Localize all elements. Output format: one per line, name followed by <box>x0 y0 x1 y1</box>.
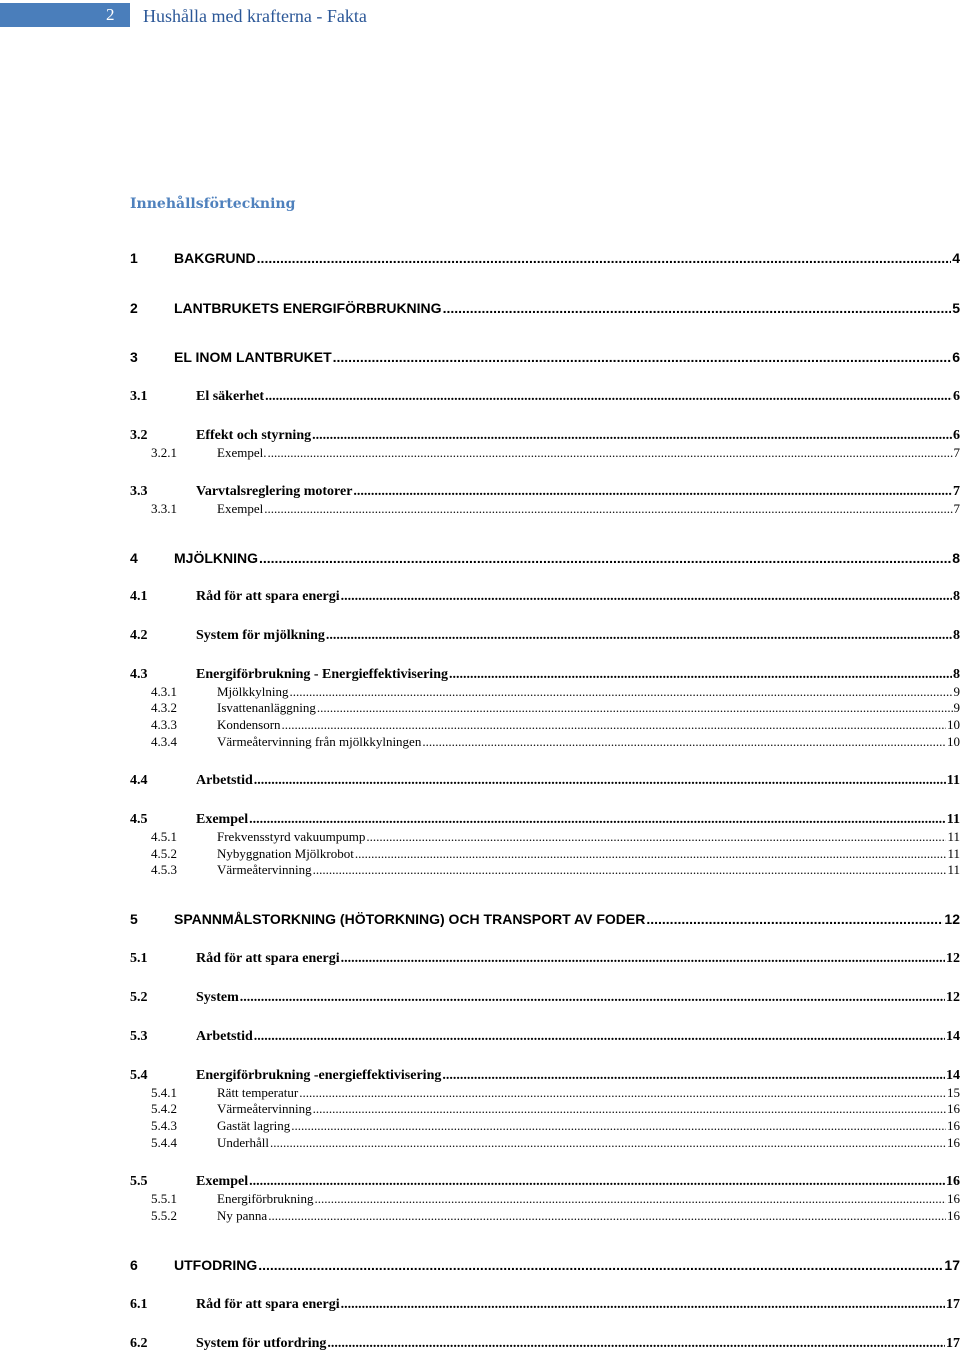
toc-entry-page: 16 <box>947 1208 960 1224</box>
dot-leader <box>264 501 952 517</box>
dot-leader <box>443 300 952 316</box>
toc-entry-page: 6 <box>953 389 960 405</box>
toc-entry-title: Ny panna <box>217 1208 267 1224</box>
dot-leader <box>333 349 952 365</box>
dot-leader <box>313 862 947 878</box>
toc-entry-title: SPANNMÅLSTORKNING (HÖTORKNING) OCH TRANSPORT AV FODER <box>174 911 645 927</box>
toc-entry-number: 3 <box>130 349 174 365</box>
document-title: Hushålla med krafterna - Fakta <box>143 4 367 28</box>
toc-entry-page: 7 <box>954 501 960 517</box>
toc-entry-title: Värmeåtervinning <box>217 862 312 878</box>
toc-entry-title: MJÖLKNING <box>174 550 258 566</box>
toc-entry[interactable] <box>130 1068 960 1084</box>
toc-entry-page: 12 <box>944 911 960 927</box>
dot-leader <box>422 734 946 750</box>
toc-entry-page: 11 <box>947 862 960 878</box>
toc-entry[interactable] <box>130 990 960 1006</box>
toc-entry-title: Arbetstid <box>196 1029 253 1045</box>
toc-entry[interactable] <box>130 1257 960 1273</box>
toc-entry-page: 16 <box>947 1135 960 1151</box>
toc-entry-number: 5.5 <box>130 1174 196 1190</box>
dot-leader <box>312 428 952 444</box>
dot-leader <box>299 1085 946 1101</box>
dot-leader <box>317 700 953 716</box>
toc-entry-page: 16 <box>947 1118 960 1134</box>
toc-entry[interactable] <box>130 1174 960 1190</box>
toc-entry-title: Underhåll <box>217 1135 269 1151</box>
dot-leader <box>282 717 946 733</box>
page-header <box>0 0 960 30</box>
toc-entry[interactable] <box>130 1029 960 1045</box>
toc-entry-title: Kondensorn <box>217 717 281 733</box>
toc-entry-number: 4.3 <box>130 667 196 683</box>
toc-entry-title: Råd för att spara energi <box>196 951 340 967</box>
toc-entry[interactable] <box>130 1208 960 1224</box>
toc-entry-page: 10 <box>947 734 960 750</box>
toc-entry-number: 6 <box>130 1257 174 1273</box>
toc-entry-page: 17 <box>946 1297 960 1313</box>
toc-entry-number: 5.4.2 <box>130 1101 217 1117</box>
toc-entry[interactable] <box>130 812 960 828</box>
toc-entry[interactable] <box>130 501 960 517</box>
toc-entry-title: System för utfordring <box>196 1336 326 1352</box>
toc-entry[interactable] <box>130 628 960 644</box>
toc-entry[interactable] <box>130 717 960 733</box>
toc-entry[interactable] <box>130 389 960 405</box>
toc-entry-page: 5 <box>952 300 960 316</box>
toc-entry-title: Mjölkkylning <box>217 684 289 700</box>
toc-entry-number: 4.5.2 <box>130 846 217 862</box>
toc-entry-number: 5.4.3 <box>130 1118 217 1134</box>
toc-entry-title: Exempel. <box>217 445 266 461</box>
toc-entry[interactable] <box>130 862 960 878</box>
toc-entry-number: 5.3 <box>130 1029 196 1045</box>
toc-entry-title: Exempel <box>196 1174 248 1190</box>
toc-entry-title: Arbetstid <box>196 773 253 789</box>
dot-leader <box>258 1257 943 1273</box>
toc-entry-title: Exempel <box>217 501 263 517</box>
toc-entry-page: 17 <box>946 1336 960 1352</box>
toc-entry[interactable] <box>130 829 960 845</box>
toc-entry-title: System <box>196 990 239 1006</box>
toc-entry[interactable] <box>130 667 960 683</box>
dot-leader <box>341 951 945 967</box>
toc-entry-number: 4.3.2 <box>130 700 217 716</box>
toc-entry[interactable] <box>130 428 960 444</box>
toc-entry-page: 16 <box>946 1174 960 1190</box>
toc-entry-page: 7 <box>953 484 960 500</box>
toc-entry-number: 2 <box>130 300 174 316</box>
toc-entry-title: Isvattenanläggning <box>217 700 316 716</box>
toc-entry[interactable] <box>130 734 960 750</box>
toc-entry-title: Energiförbrukning <box>217 1191 314 1207</box>
dot-leader <box>257 250 952 266</box>
dot-leader <box>442 1068 945 1084</box>
toc-entry-page: 16 <box>947 1101 960 1117</box>
toc-entry-page: 6 <box>952 349 960 365</box>
toc-entry-page: 11 <box>947 846 960 862</box>
toc-entry-page: 8 <box>953 628 960 644</box>
toc-entry[interactable] <box>130 1118 960 1134</box>
dot-leader <box>341 589 952 605</box>
toc-entry-number: 4.3.3 <box>130 717 217 733</box>
toc-entry[interactable] <box>130 484 960 500</box>
toc-entry-number: 5.4.1 <box>130 1085 217 1101</box>
dot-leader <box>254 773 946 789</box>
dot-leader <box>259 550 951 566</box>
toc-entry[interactable] <box>130 1191 960 1207</box>
dot-leader <box>290 684 953 700</box>
toc-entry-title: Råd för att spara energi <box>196 1297 340 1313</box>
toc-entry-number: 4.4 <box>130 773 196 789</box>
toc-entry-page: 7 <box>954 445 960 461</box>
toc-entry-number: 4.3.4 <box>130 734 217 750</box>
toc-entry-page: 15 <box>947 1085 960 1101</box>
toc-entry[interactable] <box>130 550 960 566</box>
toc-entry-page: 8 <box>953 589 960 605</box>
toc-entry-title: Frekvensstyrd vakuumpump <box>217 829 365 845</box>
toc-entry-page: 4 <box>952 250 960 266</box>
toc-entry-title: BAKGRUND <box>174 250 256 266</box>
chapter-number-badge: 2 <box>0 3 130 27</box>
toc-entry-page: 14 <box>946 1068 960 1084</box>
dot-leader <box>326 628 952 644</box>
dot-leader <box>240 990 945 1006</box>
toc-entry-number: 5.1 <box>130 951 196 967</box>
toc-entry-title: Gastät lagring <box>217 1118 290 1134</box>
toc-entry-title: Råd för att spara energi <box>196 589 340 605</box>
toc-entry-number: 4.5.3 <box>130 862 217 878</box>
toc-entry-page: 17 <box>944 1257 960 1273</box>
toc-entry[interactable] <box>130 951 960 967</box>
toc-entry-title: EL INOM LANTBRUKET <box>174 349 332 365</box>
dot-leader <box>267 445 952 461</box>
toc-entry-page: 9 <box>954 700 960 716</box>
toc-entry-number: 3.3 <box>130 484 196 500</box>
toc-entry-title: LANTBRUKETS ENERGIFÖRBRUKNING <box>174 300 442 316</box>
toc-entry-page: 6 <box>953 428 960 444</box>
toc-entry-title: Varvtalsreglering motorer <box>196 484 352 500</box>
dot-leader <box>254 1029 945 1045</box>
toc-entry[interactable] <box>130 846 960 862</box>
dot-leader <box>313 1101 946 1117</box>
toc-entry-title: UTFODRING <box>174 1257 257 1273</box>
dot-leader <box>366 829 946 845</box>
toc-entry[interactable] <box>130 1297 960 1313</box>
toc-entry-number: 5.2 <box>130 990 196 1006</box>
toc-entry[interactable] <box>130 589 960 605</box>
toc-entry-page: 14 <box>946 1029 960 1045</box>
toc-entry-number: 4.1 <box>130 589 196 605</box>
toc-entry-number: 4.2 <box>130 628 196 644</box>
toc-entry-number: 1 <box>130 250 174 266</box>
dot-leader <box>315 1191 946 1207</box>
toc-entry-title: El säkerhet <box>196 389 264 405</box>
dot-leader <box>249 1174 945 1190</box>
toc-entry-page: 11 <box>947 829 960 845</box>
toc-entry-number: 6.1 <box>130 1297 196 1313</box>
toc-entry[interactable] <box>130 445 960 461</box>
toc-entry-number: 5.4.4 <box>130 1135 217 1151</box>
toc-entry-number: 3.1 <box>130 389 196 405</box>
toc-entry[interactable] <box>130 1336 960 1352</box>
toc-entry-number: 4.5.1 <box>130 829 217 845</box>
dot-leader <box>355 846 947 862</box>
toc-entry[interactable] <box>130 300 960 316</box>
toc-entry[interactable] <box>130 349 960 365</box>
toc-entry-number: 5 <box>130 911 174 927</box>
dot-leader <box>268 1208 946 1224</box>
dot-leader <box>291 1118 946 1134</box>
dot-leader <box>646 911 943 927</box>
toc-entry-number: 5.5.1 <box>130 1191 217 1207</box>
toc-entry-title: Energiförbrukning -energieffektivisering <box>196 1068 441 1084</box>
toc-entry-page: 9 <box>954 684 960 700</box>
toc-entry-title: Rätt temperatur <box>217 1085 298 1101</box>
toc-entry-title: Nybyggnation Mjölkrobot <box>217 846 354 862</box>
toc-entry[interactable] <box>130 250 960 266</box>
toc-entry-number: 5.4 <box>130 1068 196 1084</box>
toc-entry[interactable] <box>130 1101 960 1117</box>
toc-entry-title: Effekt och styrning <box>196 428 311 444</box>
toc-entry-number: 4.5 <box>130 812 196 828</box>
toc-entry-number: 3.3.1 <box>130 501 217 517</box>
dot-leader <box>341 1297 945 1313</box>
dot-leader <box>353 484 952 500</box>
toc-entry-title: Värmeåtervinning <box>217 1101 312 1117</box>
toc-entry[interactable] <box>130 773 960 789</box>
toc-entry-title: Energiförbrukning - Energieffektivisering <box>196 667 448 683</box>
toc-entry-title: Exempel <box>196 812 248 828</box>
toc-entry-page: 16 <box>947 1191 960 1207</box>
toc-entry[interactable] <box>130 911 960 927</box>
toc-entry[interactable] <box>130 700 960 716</box>
toc-entry[interactable] <box>130 1085 960 1101</box>
toc-entry-number: 3.2.1 <box>130 445 217 461</box>
toc-entry-page: 12 <box>946 951 960 967</box>
toc-entry-number: 4 <box>130 550 174 566</box>
dot-leader <box>265 389 952 405</box>
toc-heading: Innehållsförteckning <box>130 196 295 212</box>
toc-entry-number: 6.2 <box>130 1336 196 1352</box>
toc-entry[interactable] <box>130 1135 960 1151</box>
dot-leader <box>327 1336 945 1352</box>
toc-entry-page: 10 <box>947 717 960 733</box>
dot-leader <box>449 667 952 683</box>
toc-entry-title: System för mjölkning <box>196 628 325 644</box>
toc-entry-page: 11 <box>947 812 960 828</box>
toc-entry-number: 5.5.2 <box>130 1208 217 1224</box>
dot-leader <box>249 812 946 828</box>
toc-entry-number: 4.3.1 <box>130 684 217 700</box>
toc-entry-page: 12 <box>946 990 960 1006</box>
dot-leader <box>270 1135 946 1151</box>
toc-entry-page: 8 <box>953 667 960 683</box>
toc-entry-page: 8 <box>952 550 960 566</box>
toc-entry-title: Värmeåtervinning från mjölkkylningen <box>217 734 421 750</box>
toc-entry-number: 3.2 <box>130 428 196 444</box>
toc-entry[interactable] <box>130 684 960 700</box>
toc-entry-page: 11 <box>947 773 960 789</box>
